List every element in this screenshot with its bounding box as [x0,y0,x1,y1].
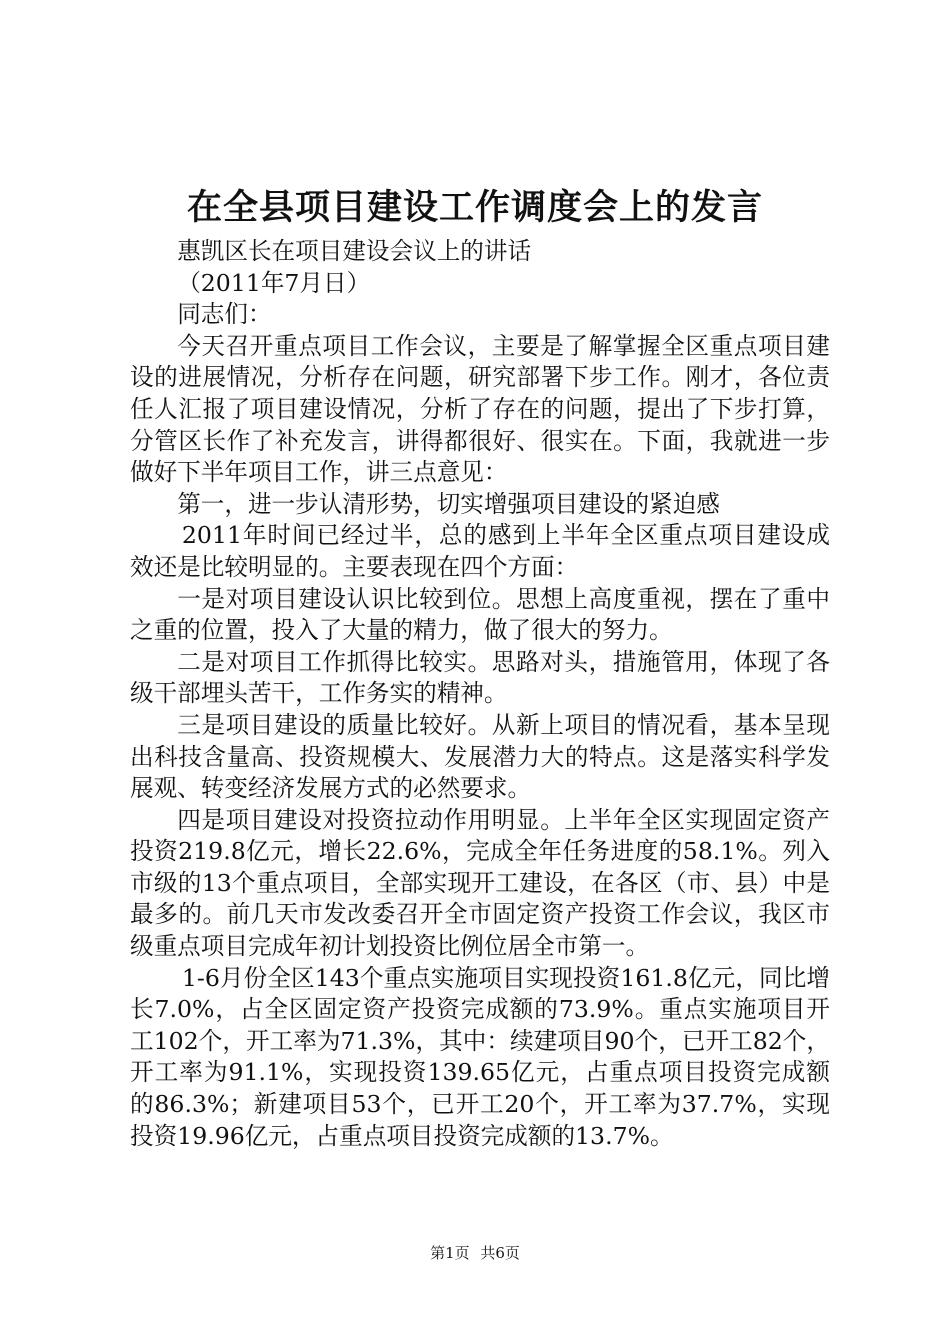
paragraph-statistics: 1-6月份全区143个重点实施项目实现投资161.8亿元，同比增长7.0%，占全区固定资产投资完成额的73.9%。重点实施项目开工102个，开工率为71.3%，其中：续建项目90个，已开工82个，开工率为91.1%，实现投资139.65亿元，占重点项目投资完成额的86.3%；新建项目53个，已开工20个，开工率为37.7%，实现投资19.96亿元，占重点项目投资完成额的13.7%。 [130,963,830,1150]
salutation: 同志们： [177,300,272,329]
document-body [130,236,830,1152]
paragraph-intro: 今天召开重点项目工作会议，主要是了解掌握全区重点项目建设的进展情况，分析存在问题，研究部署下步工作。刚才，各位责任人汇报了项目建设情况，分析了存在的问题，提出了下步打算，分管区长作了补充发言，讲得都很好、很实在。下面，我就进一步做好下半年项目工作，讲三点意见： [130,331,830,487]
paragraph-point-4: 四是项目建设对投资拉动作用明显。上半年全区实现固定资产投资219.8亿元，增长22.6%，完成全年任务进度的58.1%。列入市级的13个重点项目，全部实现开工建设，在各区（市、县）中是最多的。前几天市发改委召开全市固定资产投资工作会议，我区市级重点项目完成年初计划投资比例位居全市第一。 [130,805,830,961]
page-number: 第1页 [430,1244,470,1262]
document-title: 在全县项目建设工作调度会上的发言 [186,187,763,228]
paragraph-point-1: 一是对项目建设认识比较到位。思想上高度重视，摆在了重中之重的位置，投入了大量的精力，做了很大的努力。 [130,584,830,645]
section-heading-1: 第一，进一步认清形势，切实增强项目建设的紧迫感 [177,489,720,518]
speech-date: （2011年7月日） [177,268,371,297]
speech-subtitle: 惠凯区长在项目建设会议上的讲话 [177,237,532,265]
paragraph-point-3: 三是项目建设的质量比较好。从新上项目的情况看，基本呈现出科技含量高、投资规模大、发展潜力大的特点。这是落实科学发展观、转变经济发展方式的必然要求。 [130,710,830,803]
page-footer [0,1243,950,1263]
paragraph-point-2: 二是对项目工作抓得比较实。思路对头，措施管用，体现了各级干部埋头苦干，工作务实的精神。 [130,647,830,708]
page-total: 共6页 [480,1244,520,1262]
paragraph-summary: 2011年时间已经过半，总的感到上半年全区重点项目建设成效还是比较明显的。主要表现在四个方面： [130,521,830,581]
